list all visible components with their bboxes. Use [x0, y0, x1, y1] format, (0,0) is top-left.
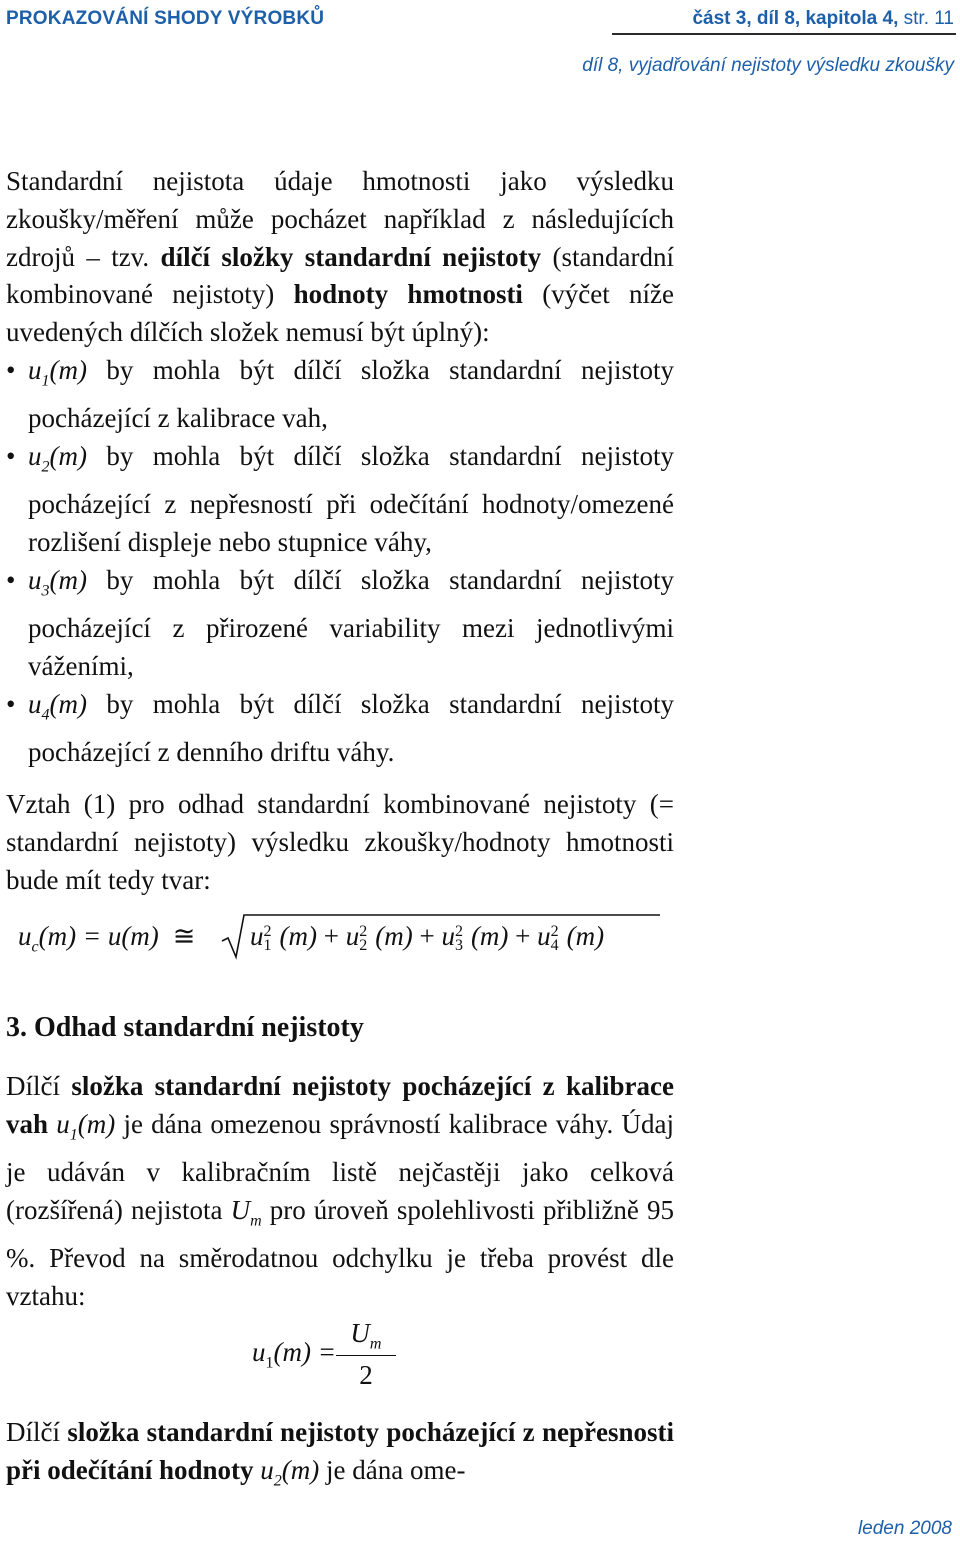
p1-end: pro úroveň spolehlivosti přibližně 95 %. Převod na směrodatnou odchylku je třeba provést dle vztahu: [6, 1194, 675, 1311]
list-item [6, 562, 674, 686]
term-sub: 4 [550, 936, 559, 954]
bullet-icon: • [6, 688, 16, 719]
calibration-paragraph [6, 1068, 674, 1316]
list-item [6, 438, 674, 562]
intro-bold-1: dílčí složky standardní nejistoty [160, 241, 542, 272]
bullet-var: u [28, 440, 42, 471]
term-sup: 2 [454, 922, 463, 940]
bullet-arg: (m) [49, 354, 87, 385]
chapter-subtitle: díl 8, vyjadřování nejistoty výsledku zkoušky [582, 55, 954, 76]
p1-arg: (m) [77, 1108, 116, 1139]
term-supsub [263, 922, 280, 954]
lhs-sub: c [31, 938, 39, 956]
term-op: + [412, 921, 442, 951]
p2-sub: 2 [273, 1472, 282, 1490]
term-arg: (m) [279, 921, 317, 951]
bullet-text: by mohla být dílčí složka standardní nejistoty pocházející z nepřesností při odečítání hodnoty/omezené rozlišení displeje nebo stupnice váhy, [28, 440, 674, 557]
header-rule [612, 33, 956, 35]
term-arg: (m) [470, 921, 509, 951]
p1-U-sub: m [250, 1212, 262, 1230]
f2-lhs-var: u [252, 1337, 266, 1367]
page-number: str. 11 [898, 8, 954, 29]
p2-bold: složka standardní nejistoty pocházející z nepřesnosti při odečítání hodnoty [6, 1417, 674, 1485]
list-item [6, 352, 674, 438]
reading-paragraph [6, 1414, 674, 1500]
bullet-sub: 4 [41, 705, 50, 723]
term-sub: 3 [454, 936, 463, 954]
term-sup: 2 [263, 922, 272, 940]
bullet-sub: 1 [41, 372, 50, 390]
p1-sub: 1 [69, 1126, 78, 1144]
bullet-arg: (m) [49, 440, 87, 471]
intro-bold-2: hodnoty hmotnosti [293, 279, 523, 310]
formula-lhs [18, 921, 205, 956]
p1-U: U [230, 1194, 251, 1225]
p1-var: u [56, 1108, 70, 1139]
page-location [692, 8, 954, 30]
approx-symbol: ≅ [172, 921, 196, 951]
term-sup: 2 [359, 922, 368, 940]
footer-date: leden 2008 [857, 1518, 952, 1539]
bullet-var: u [28, 564, 42, 595]
bullet-arg: (m) [49, 564, 87, 595]
term-var: u [537, 921, 551, 951]
intro-mid: (standardní kombinované nejistoty) [6, 241, 674, 310]
radicand [250, 921, 604, 953]
bullet-sub: 2 [41, 458, 50, 476]
p2-end: je dána ome- [319, 1454, 466, 1485]
term-var: u [441, 921, 455, 951]
term-var: u [250, 921, 264, 951]
bullet-arg: (m) [49, 688, 87, 719]
intro-tail: (výčet níže uvedených dílčích složek nemusí být úplný): [6, 279, 674, 348]
formula2-lhs [252, 1337, 336, 1372]
combined-uncertainty-formula [18, 915, 678, 959]
num-var: U [350, 1318, 370, 1348]
term-arg: (m) [375, 921, 413, 951]
intro-lead: Standardní nejistota údaje hmotnosti jako výsledku zkoušky/měření může pocházet například z následujících zdrojů – tzv. [6, 166, 674, 272]
bullet-icon: • [6, 564, 16, 595]
term-var: u [345, 921, 360, 951]
bullet-sub: 3 [41, 582, 50, 600]
p1-start: Dílčí [6, 1071, 72, 1101]
location-bold: část 3, díl 8, kapitola 4, [692, 8, 899, 29]
bullet-icon: • [6, 354, 16, 385]
intro-paragraph [6, 163, 674, 352]
bullet-var: u [28, 688, 42, 719]
fraction-denominator: 2 [359, 1360, 373, 1391]
term-sup: 2 [550, 922, 559, 940]
lhs-var: u [18, 921, 32, 951]
term-supsub [359, 922, 375, 954]
intro-block [6, 163, 674, 772]
term-supsub [550, 922, 567, 954]
p2-start: Dílčí [6, 1417, 68, 1447]
p1-bold: složka standardní nejistoty pocházející z kalibrace vah [6, 1071, 674, 1139]
term-sub: 2 [359, 936, 368, 954]
term-arg: (m) [566, 921, 605, 951]
relation-text: Vztah (1) pro odhad standardní kombinované nejistoty (= standardní nejistoty) výsledku zkoušky/hodnoty hmotnosti bude mít tedy tvar: [6, 789, 674, 895]
num-sub: m [369, 1335, 382, 1353]
fraction [336, 1318, 396, 1391]
u-arg: (m) [121, 921, 159, 951]
bullet-icon: • [6, 440, 16, 471]
term-op: + [508, 921, 538, 951]
relation-paragraph [6, 786, 674, 899]
section-heading: 3. Odhad standardní nejistoty [6, 1012, 364, 1043]
list-item [6, 686, 674, 772]
uncertainty-components-list [6, 352, 674, 772]
term-supsub [454, 922, 471, 954]
bullet-text: by mohla být dílčí složka standardní nejistoty pocházející z denního driftu váhy. [28, 688, 674, 767]
term-sub: 1 [263, 936, 272, 954]
section3-paragraph-1 [6, 1068, 674, 1316]
fraction-numerator [336, 1318, 396, 1356]
conversion-formula [252, 1318, 396, 1391]
u-var: u [107, 921, 122, 951]
lhs-arg: (m) = [38, 921, 108, 951]
bullet-text: by mohla být dílčí složka standardní nejistoty pocházející z kalibrace vah, [28, 354, 674, 434]
term-op: + [316, 921, 346, 951]
bullet-var: u [28, 354, 42, 385]
f2-lhs-sub: 1 [265, 1354, 274, 1372]
section3-paragraph-2 [6, 1414, 674, 1500]
p2-var: u [260, 1454, 274, 1485]
p1-mid: je dána omezenou správností kalibrace váhy. Údaj je udáván v kalibračním listě nejčastěji jako celková (rozšířená) nejistota [6, 1108, 675, 1225]
section-header: PROKAZOVÁNÍ SHODY VÝROBKŮ [6, 8, 325, 29]
f2-lhs-arg: (m) = [273, 1337, 336, 1367]
p2-arg: (m) [281, 1454, 320, 1485]
bullet-text: by mohla být dílčí složka standardní nejistoty pocházející z přirozené variability mezi jednotlivými váženími, [28, 564, 674, 681]
